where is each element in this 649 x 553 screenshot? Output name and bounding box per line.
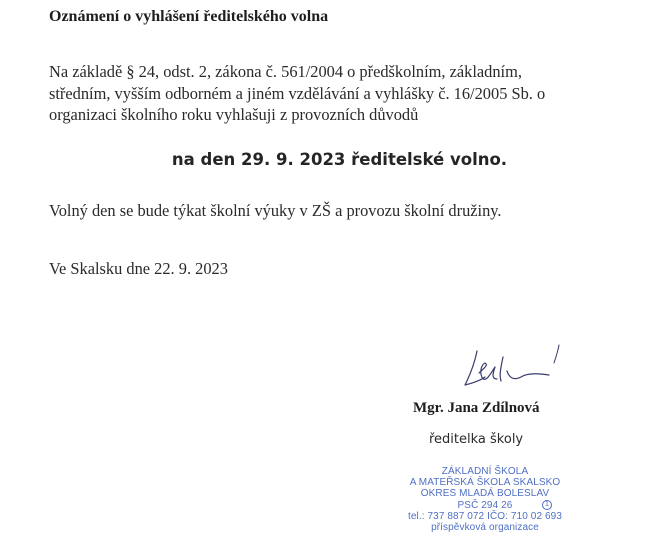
document-heading: Oznámení o vyhlášení ředitelského volna xyxy=(49,8,329,25)
stamp-line: A MATEŘSKÁ ŠKOLA SKALSKO xyxy=(409,477,561,489)
paragraph-line: středním, vyšším odborném a jiném vzdělávání a vyhlášky č. 16/2005 Sb. o xyxy=(49,83,546,103)
handwritten-signature xyxy=(455,343,575,395)
scope-notice: Volný den se bude týkat školní výuky v ZŠ a provozu školní družiny. xyxy=(49,201,502,220)
stamp-line: PSČ 294 26 xyxy=(457,499,513,511)
stamp-line: tel.: 737 887 072 IČO: 710 02 693 xyxy=(408,510,562,522)
stamp-number-mark: 1 xyxy=(542,500,552,510)
stamp-line: příspěvková organizace xyxy=(431,522,539,534)
school-stamp xyxy=(380,466,590,533)
paragraph-line: organizaci školního roku vyhlašuji z provozních důvodů xyxy=(49,105,419,124)
legal-basis-paragraph xyxy=(49,61,609,126)
signer-role: ředitelka školy xyxy=(429,432,524,447)
stamp-postcode-line xyxy=(380,500,590,511)
stamp-line: ZÁKLADNÍ ŠKOLA xyxy=(441,466,529,477)
place-and-date: Ve Skalsku dne 22. 9. 2023 xyxy=(49,259,228,278)
day-off-announcement: na den 29. 9. 2023 ředitelské volno. xyxy=(171,150,508,169)
stamp-line: OKRES MLADÁ BOLESLAV xyxy=(420,488,550,500)
paragraph-line: Na základě § 24, odst. 2, zákona č. 561/2004 o předškolním, základním, xyxy=(49,62,522,81)
signer-name: Mgr. Jana Zdílnová xyxy=(413,400,540,416)
